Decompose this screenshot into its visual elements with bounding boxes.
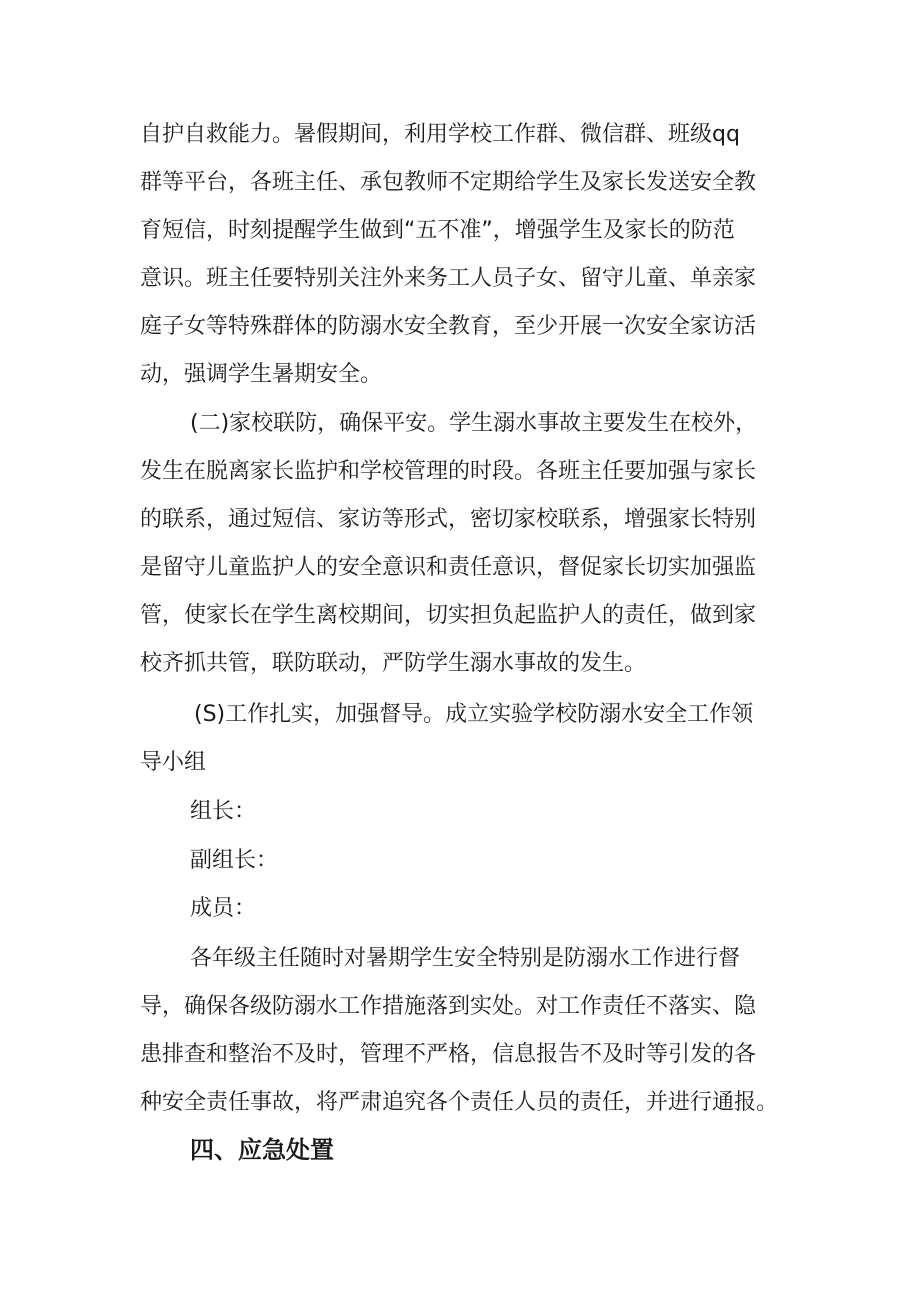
group-leader-label: 组长：: [190, 799, 257, 824]
paragraph-line: (S)工作扎实，加强督导。成立实验学校防溺水安全工作领: [194, 702, 754, 727]
paragraph-line: 育短信，时刻提醒学生做到“五不准”，增强学生及家长的防范: [140, 218, 735, 243]
paragraph-line: 发生在脱离家长监护和学校管理的时段。各班主任要加强与家长: [140, 459, 757, 484]
paragraph-line: 庭子女等特殊群体的防溺水安全教育，至少开展一次安全家访活: [140, 314, 757, 339]
deputy-leader-label: 副组长：: [190, 848, 279, 873]
paragraph-line: 群等平台，各班主任、承包教师不定期给学生及家长发送安全教: [140, 170, 757, 195]
paragraph-line: 种安全责任事故，将严肃追究各个责任人员的责任，并进行通报。: [140, 1090, 779, 1115]
paragraph-line: 患排查和整治不及时，管理不严格，信息报告不及时等引发的各: [140, 1042, 757, 1067]
paragraph-line: 动，强调学生暑期安全。: [140, 362, 383, 387]
paragraph-line: 意识。班主任要特别关注外来务工人员子女、留守儿童、单亲家: [140, 266, 757, 291]
paragraph-line: 导，确保各级防溺水工作措施落到实处。对工作责任不落实、隐: [140, 994, 757, 1019]
members-label: 成员：: [190, 896, 257, 921]
paragraph-line: 的联系，通过短信、家访等形式，密切家校联系，增强家长特别: [140, 507, 757, 532]
paragraph-line: 校齐抓共管，联防联动，严防学生溺水事故的发生。: [140, 651, 647, 676]
paragraph-line: 自护自救能力。暑假期间，利用学校工作群、微信群、班级qq: [140, 122, 740, 147]
paragraph-line: (二)家校联防，确保平安。学生溺水事故主要发生在校外，: [190, 411, 758, 436]
paragraph-line: 是留守儿童监护人的安全意识和责任意识，督促家长切实加强监: [140, 555, 757, 580]
paragraph-line: 导小组: [140, 750, 207, 775]
paragraph-line: 各年级主任随时对暑期学生安全特别是防溺水工作进行督: [190, 946, 741, 971]
paragraph-line: 管，使家长在学生离校期间，切实担负起监护人的责任，做到家: [140, 603, 757, 628]
section-heading: 四、应急处置: [190, 1136, 334, 1164]
